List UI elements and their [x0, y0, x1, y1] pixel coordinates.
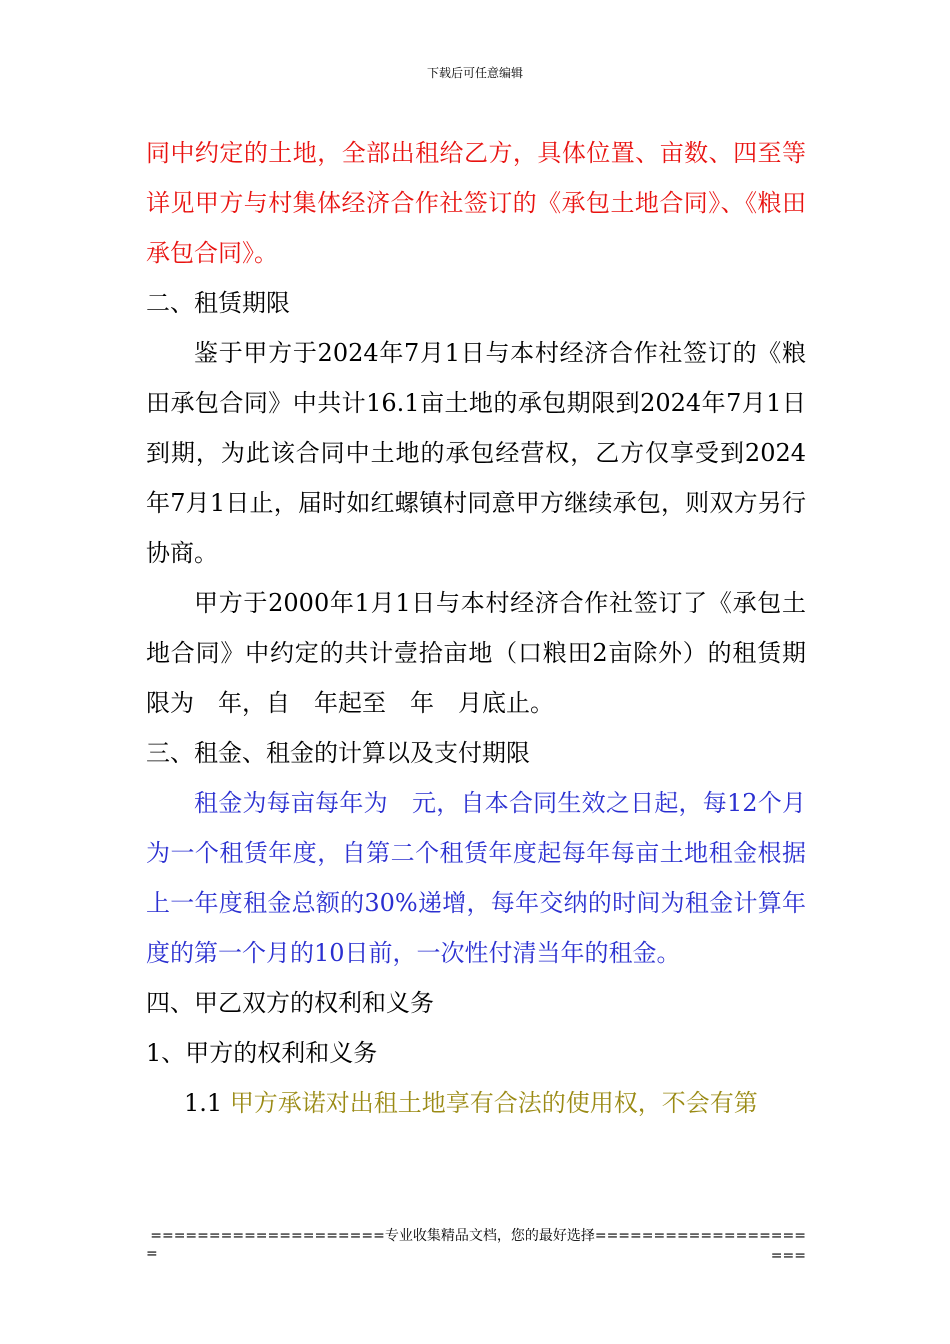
page-footer: ====================专业收集精品文档，您的最好选择=====================	[150, 1228, 806, 1264]
paragraph-rent: 租金为每亩每年为 元，自本合同生效之日起，每12个月为一个租赁年度，自第二个租赁年度起每年每亩土地租金根据上一年度租金总额的30%递增，每年交纳的时间为租金计算年度的第一个月的10日前，一次性付清当年的租金。	[146, 789, 806, 967]
page-header: 下载后可任意编辑	[426, 66, 523, 80]
heading-rent: 三、租金、租金的计算以及支付期限	[146, 739, 530, 767]
clause-text: 甲方承诺对出租土地享有合法的使用权，不会有第	[229, 1089, 758, 1117]
paragraph-land-description: 同中约定的土地，全部出租给乙方，具体位置、亩数、四至等详见甲方与村集体经济合作社签订的《承包土地合同》、《粮田承包合同》。	[146, 139, 806, 267]
document-body	[146, 128, 806, 1128]
heading-rights-obligations: 四、甲乙双方的权利和义务	[146, 989, 434, 1017]
heading-lease-term: 二、租赁期限	[146, 289, 290, 317]
paragraph-lease-term-1: 鉴于甲方于2024年7月1日与本村经济合作社签订的《粮田承包合同》中共计16.1亩土地的承包期限到2024年7月1日到期，为此该合同中土地的承包经营权，乙方仅享受到2024年7月1日止，届时如红螺镇村同意甲方继续承包，则双方另行协商。	[146, 339, 806, 567]
clause-number: 1.1	[184, 1089, 223, 1117]
page-footer-tail: =	[146, 1246, 158, 1262]
paragraph-clause-1-1	[146, 1078, 806, 1128]
paragraph-lease-term-2: 甲方于2000年1月1日与本村经济合作社签订了《承包土地合同》中约定的共计壹拾亩地（口粮田2亩除外）的租赁期限为 年，自 年起至 年 月底止。	[146, 589, 806, 717]
heading-party-a-rights: 1、甲方的权利和义务	[146, 1039, 378, 1067]
